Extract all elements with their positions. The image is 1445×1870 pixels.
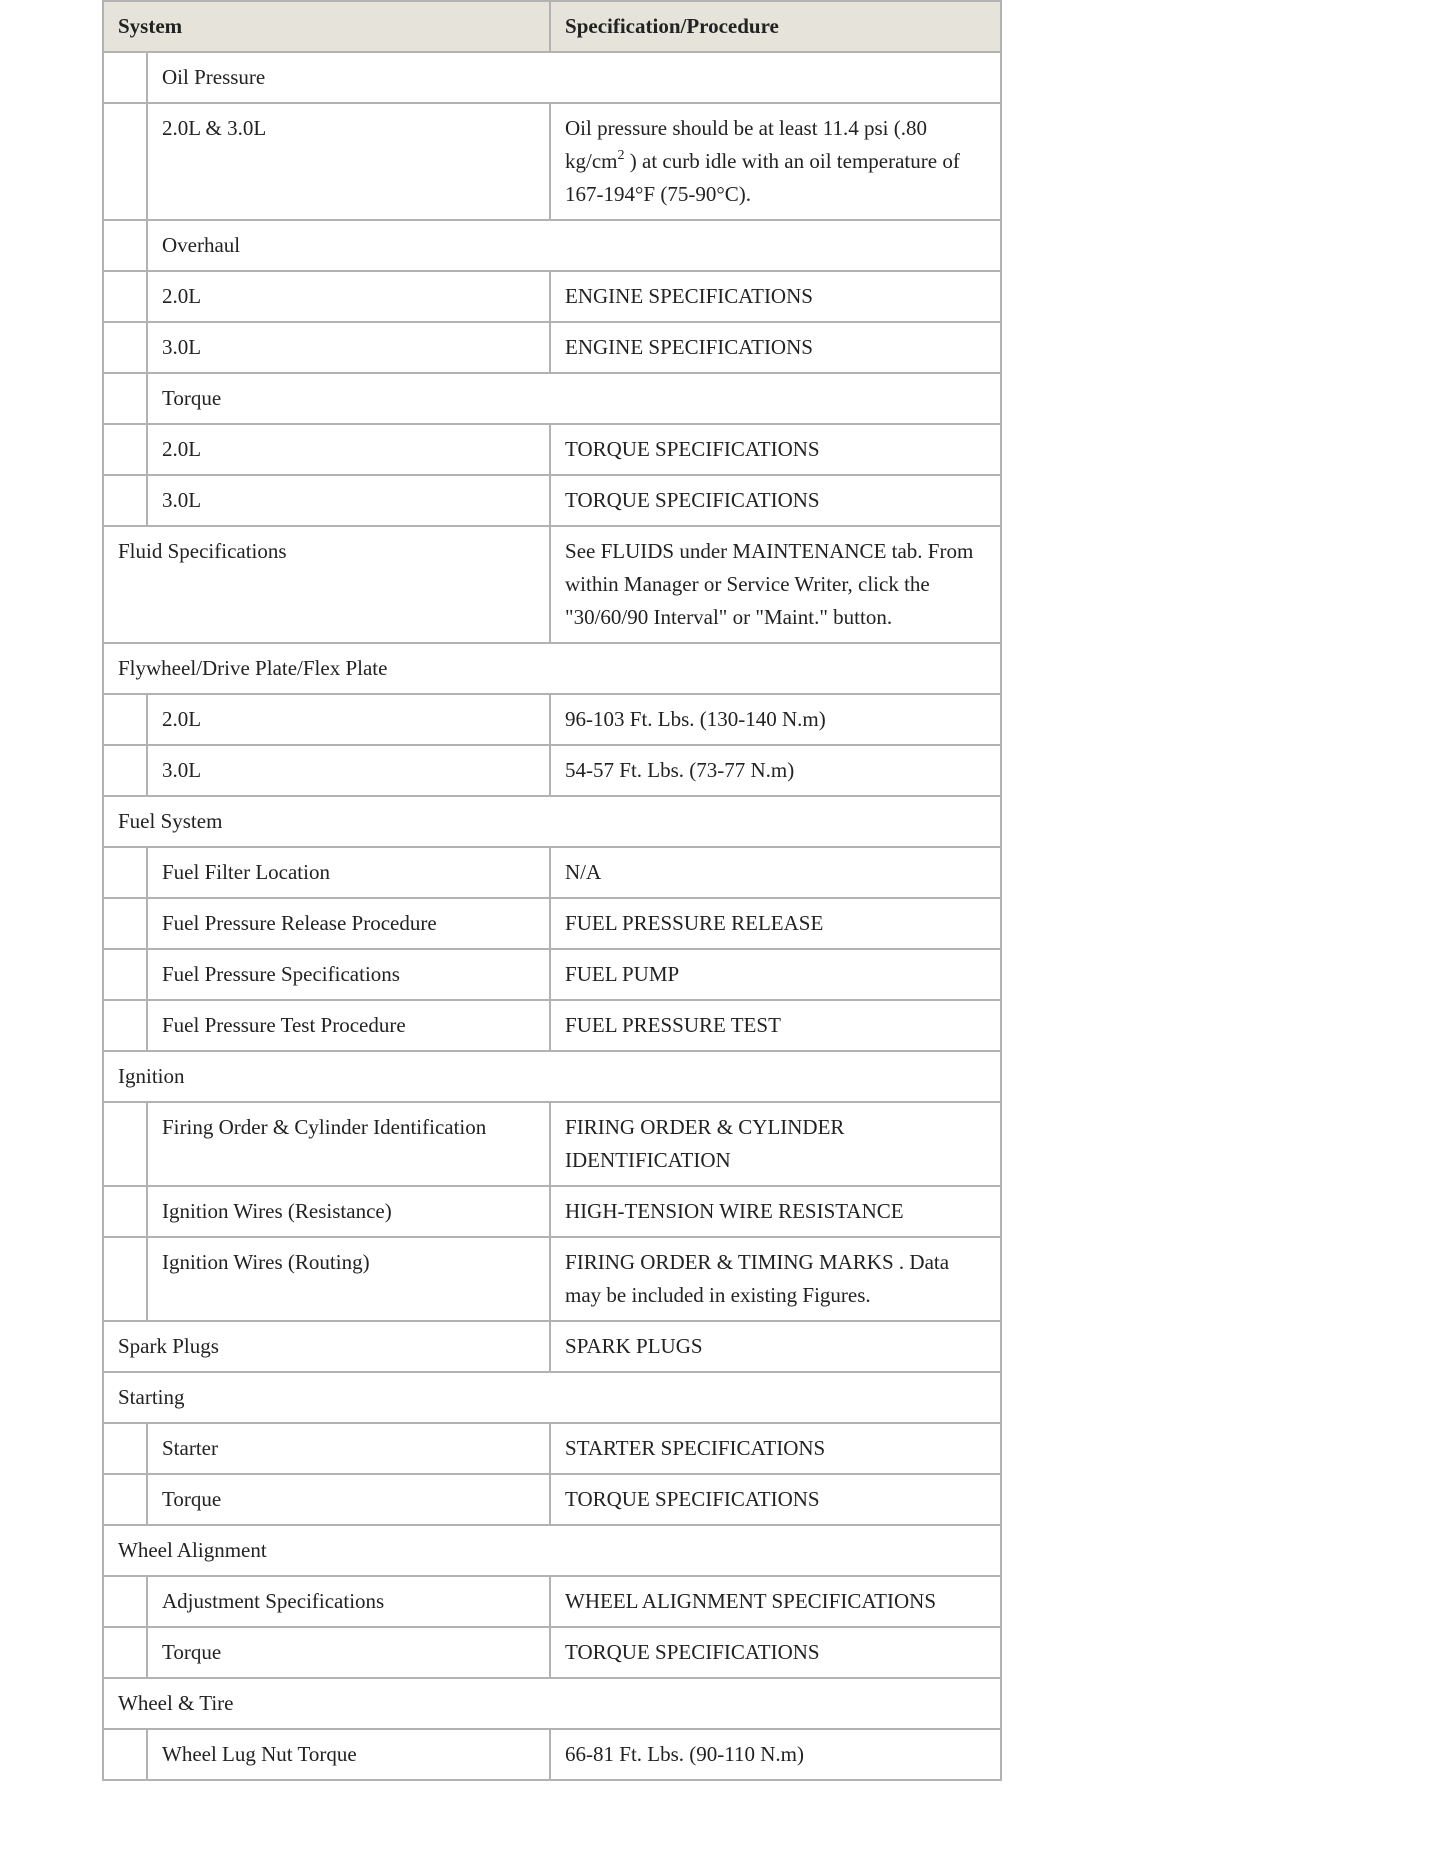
row-label: Adjustment Specifications	[147, 1576, 550, 1627]
table-row	[103, 1474, 1001, 1525]
row-value: STARTER SPECIFICATIONS	[550, 1423, 1001, 1474]
table-row	[103, 271, 1001, 322]
subsection-heading: Oil Pressure	[147, 52, 1001, 103]
row-label: 3.0L	[147, 322, 550, 373]
row-label: Torque	[147, 1627, 550, 1678]
table-row	[103, 475, 1001, 526]
header-system: System	[103, 1, 550, 52]
section-heading: Fuel System	[103, 796, 1001, 847]
value-text: Oil pressure should be at least 11.4 psi (.80 kg/cm	[565, 116, 928, 173]
row-value: ENGINE SPECIFICATIONS	[550, 271, 1001, 322]
row-value: N/A	[550, 847, 1001, 898]
table-row	[103, 1102, 1001, 1186]
row-label: Fuel Pressure Release Procedure	[147, 898, 550, 949]
table-row	[103, 1237, 1001, 1321]
row-label: 2.0L & 3.0L	[147, 103, 550, 220]
table-row	[103, 1423, 1001, 1474]
row-value: WHEEL ALIGNMENT SPECIFICATIONS	[550, 1576, 1001, 1627]
indent-gutter	[103, 1423, 147, 1474]
indent-gutter	[103, 847, 147, 898]
table-row	[103, 322, 1001, 373]
row-value: FUEL PRESSURE TEST	[550, 1000, 1001, 1051]
table-row	[103, 1372, 1001, 1423]
indent-gutter	[103, 1000, 147, 1051]
indent-gutter	[103, 1474, 147, 1525]
indent-gutter	[103, 1576, 147, 1627]
table-row	[103, 526, 1001, 643]
row-label: Firing Order & Cylinder Identification	[147, 1102, 550, 1186]
row-value: TORQUE SPECIFICATIONS	[550, 1627, 1001, 1678]
table-row	[103, 694, 1001, 745]
indent-gutter	[103, 103, 147, 220]
indent-gutter	[103, 475, 147, 526]
table-row	[103, 1627, 1001, 1678]
table-row	[103, 643, 1001, 694]
specifications-table	[102, 0, 1002, 1781]
table-row	[103, 424, 1001, 475]
table-row	[103, 373, 1001, 424]
row-label: Fuel Pressure Test Procedure	[147, 1000, 550, 1051]
table-row	[103, 1678, 1001, 1729]
section-heading: Starting	[103, 1372, 1001, 1423]
row-label: Wheel Lug Nut Torque	[147, 1729, 550, 1780]
row-label: 2.0L	[147, 424, 550, 475]
row-label: 2.0L	[147, 271, 550, 322]
table-row	[103, 1525, 1001, 1576]
indent-gutter	[103, 424, 147, 475]
row-label: 3.0L	[147, 745, 550, 796]
row-value	[550, 103, 1001, 220]
row-label: Ignition Wires (Routing)	[147, 1237, 550, 1321]
superscript: 2	[617, 148, 625, 163]
indent-gutter	[103, 1186, 147, 1237]
section-heading: Flywheel/Drive Plate/Flex Plate	[103, 643, 1001, 694]
indent-gutter	[103, 1627, 147, 1678]
row-value: HIGH-TENSION WIRE RESISTANCE	[550, 1186, 1001, 1237]
table-row	[103, 898, 1001, 949]
indent-gutter	[103, 898, 147, 949]
indent-gutter	[103, 1237, 147, 1321]
row-value: FIRING ORDER & CYLINDER IDENTIFICATION	[550, 1102, 1001, 1186]
indent-gutter	[103, 322, 147, 373]
table-header-row	[103, 1, 1001, 52]
row-value: See FLUIDS under MAINTENANCE tab. From within Manager or Service Writer, click the "30/60/90 Interval" or "Maint." button.	[550, 526, 1001, 643]
row-value: FIRING ORDER & TIMING MARKS . Data may be included in existing Figures.	[550, 1237, 1001, 1321]
indent-gutter	[103, 271, 147, 322]
table-body	[103, 52, 1001, 1780]
row-value: 54-57 Ft. Lbs. (73-77 N.m)	[550, 745, 1001, 796]
row-label: Torque	[147, 1474, 550, 1525]
header-specification: Specification/Procedure	[550, 1, 1001, 52]
row-value: FUEL PUMP	[550, 949, 1001, 1000]
table-row	[103, 52, 1001, 103]
table-row	[103, 1321, 1001, 1372]
row-label: 2.0L	[147, 694, 550, 745]
row-label: 3.0L	[147, 475, 550, 526]
table-row	[103, 1000, 1001, 1051]
table-row	[103, 1576, 1001, 1627]
table-row	[103, 1051, 1001, 1102]
row-value: FUEL PRESSURE RELEASE	[550, 898, 1001, 949]
table-row	[103, 1729, 1001, 1780]
table-row	[103, 796, 1001, 847]
subsection-heading: Torque	[147, 373, 1001, 424]
table-row	[103, 1186, 1001, 1237]
row-value: TORQUE SPECIFICATIONS	[550, 475, 1001, 526]
row-label: Ignition Wires (Resistance)	[147, 1186, 550, 1237]
section-heading: Wheel & Tire	[103, 1678, 1001, 1729]
table-row	[103, 847, 1001, 898]
table-row	[103, 220, 1001, 271]
row-label: Spark Plugs	[103, 1321, 550, 1372]
value-text: ) at curb idle with an oil temperature of 167-194°F (75-90°C).	[565, 149, 960, 206]
row-label: Fluid Specifications	[103, 526, 550, 643]
section-heading: Ignition	[103, 1051, 1001, 1102]
section-heading: Wheel Alignment	[103, 1525, 1001, 1576]
row-value: SPARK PLUGS	[550, 1321, 1001, 1372]
row-value: TORQUE SPECIFICATIONS	[550, 1474, 1001, 1525]
table-row	[103, 103, 1001, 220]
row-label: Fuel Filter Location	[147, 847, 550, 898]
indent-gutter	[103, 220, 147, 271]
row-value: TORQUE SPECIFICATIONS	[550, 424, 1001, 475]
table-row	[103, 949, 1001, 1000]
indent-gutter	[103, 52, 147, 103]
row-value: 66-81 Ft. Lbs. (90-110 N.m)	[550, 1729, 1001, 1780]
table-row	[103, 745, 1001, 796]
row-value: ENGINE SPECIFICATIONS	[550, 322, 1001, 373]
indent-gutter	[103, 373, 147, 424]
indent-gutter	[103, 1102, 147, 1186]
row-label: Starter	[147, 1423, 550, 1474]
indent-gutter	[103, 949, 147, 1000]
indent-gutter	[103, 1729, 147, 1780]
row-value: 96-103 Ft. Lbs. (130-140 N.m)	[550, 694, 1001, 745]
indent-gutter	[103, 745, 147, 796]
indent-gutter	[103, 694, 147, 745]
subsection-heading: Overhaul	[147, 220, 1001, 271]
row-label: Fuel Pressure Specifications	[147, 949, 550, 1000]
